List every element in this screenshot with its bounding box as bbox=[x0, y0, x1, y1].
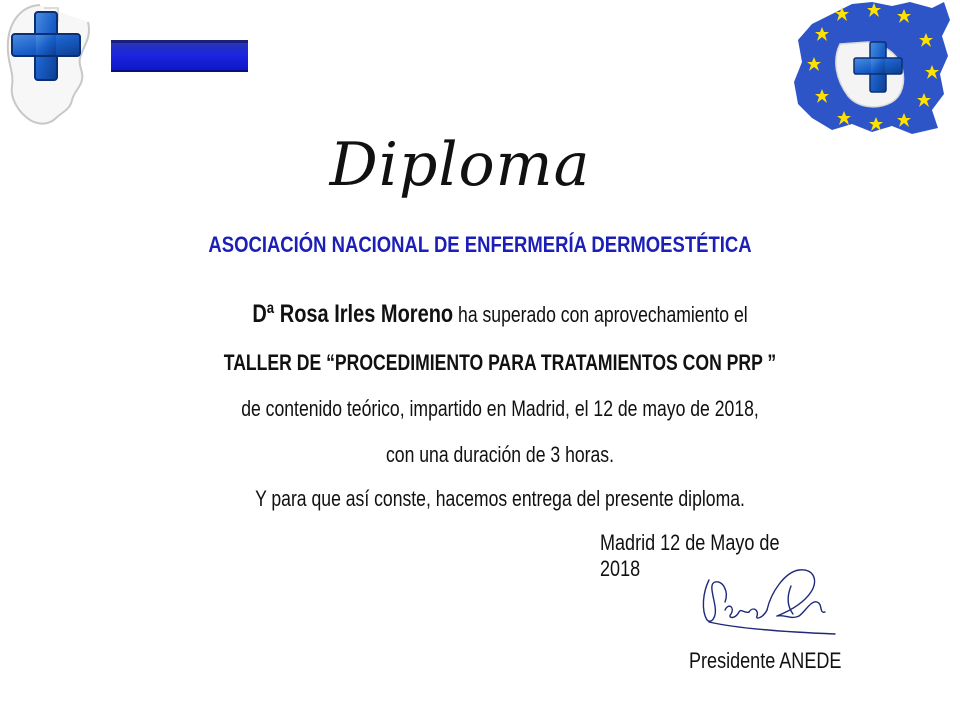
body-line-4: con una duración de 3 horas. bbox=[386, 442, 614, 467]
course-title: TALLER DE “PROCEDIMIENTO PARA TRATAMIENTOS CON PRP ” bbox=[223, 350, 777, 375]
body-line-3: de contenido teórico, impartido en Madrid, el 12 de mayo de 2018, bbox=[241, 396, 759, 421]
header-blue-bar bbox=[111, 40, 248, 72]
eu-stars-logo-right bbox=[792, 0, 952, 138]
body-line-1 bbox=[100, 300, 900, 329]
diploma-title: Diploma bbox=[329, 130, 591, 200]
handwritten-signature bbox=[695, 562, 845, 646]
place-date: Madrid 12 de Mayo de 2018 bbox=[600, 530, 780, 581]
recipient-name: Dª Rosa Irles Moreno bbox=[252, 300, 454, 328]
body-line-5: Y para que así conste, hacemos entrega del presente diploma. bbox=[255, 486, 745, 511]
organization-name: ASOCIACIÓN NACIONAL DE ENFERMERÍA DERMOESTÉTICA bbox=[208, 232, 752, 257]
signer-role: Presidente ANEDE bbox=[689, 648, 842, 673]
medical-cross-logo-left bbox=[0, 0, 100, 130]
body-line-1-text: ha superado con aprovechamiento el bbox=[453, 302, 748, 327]
